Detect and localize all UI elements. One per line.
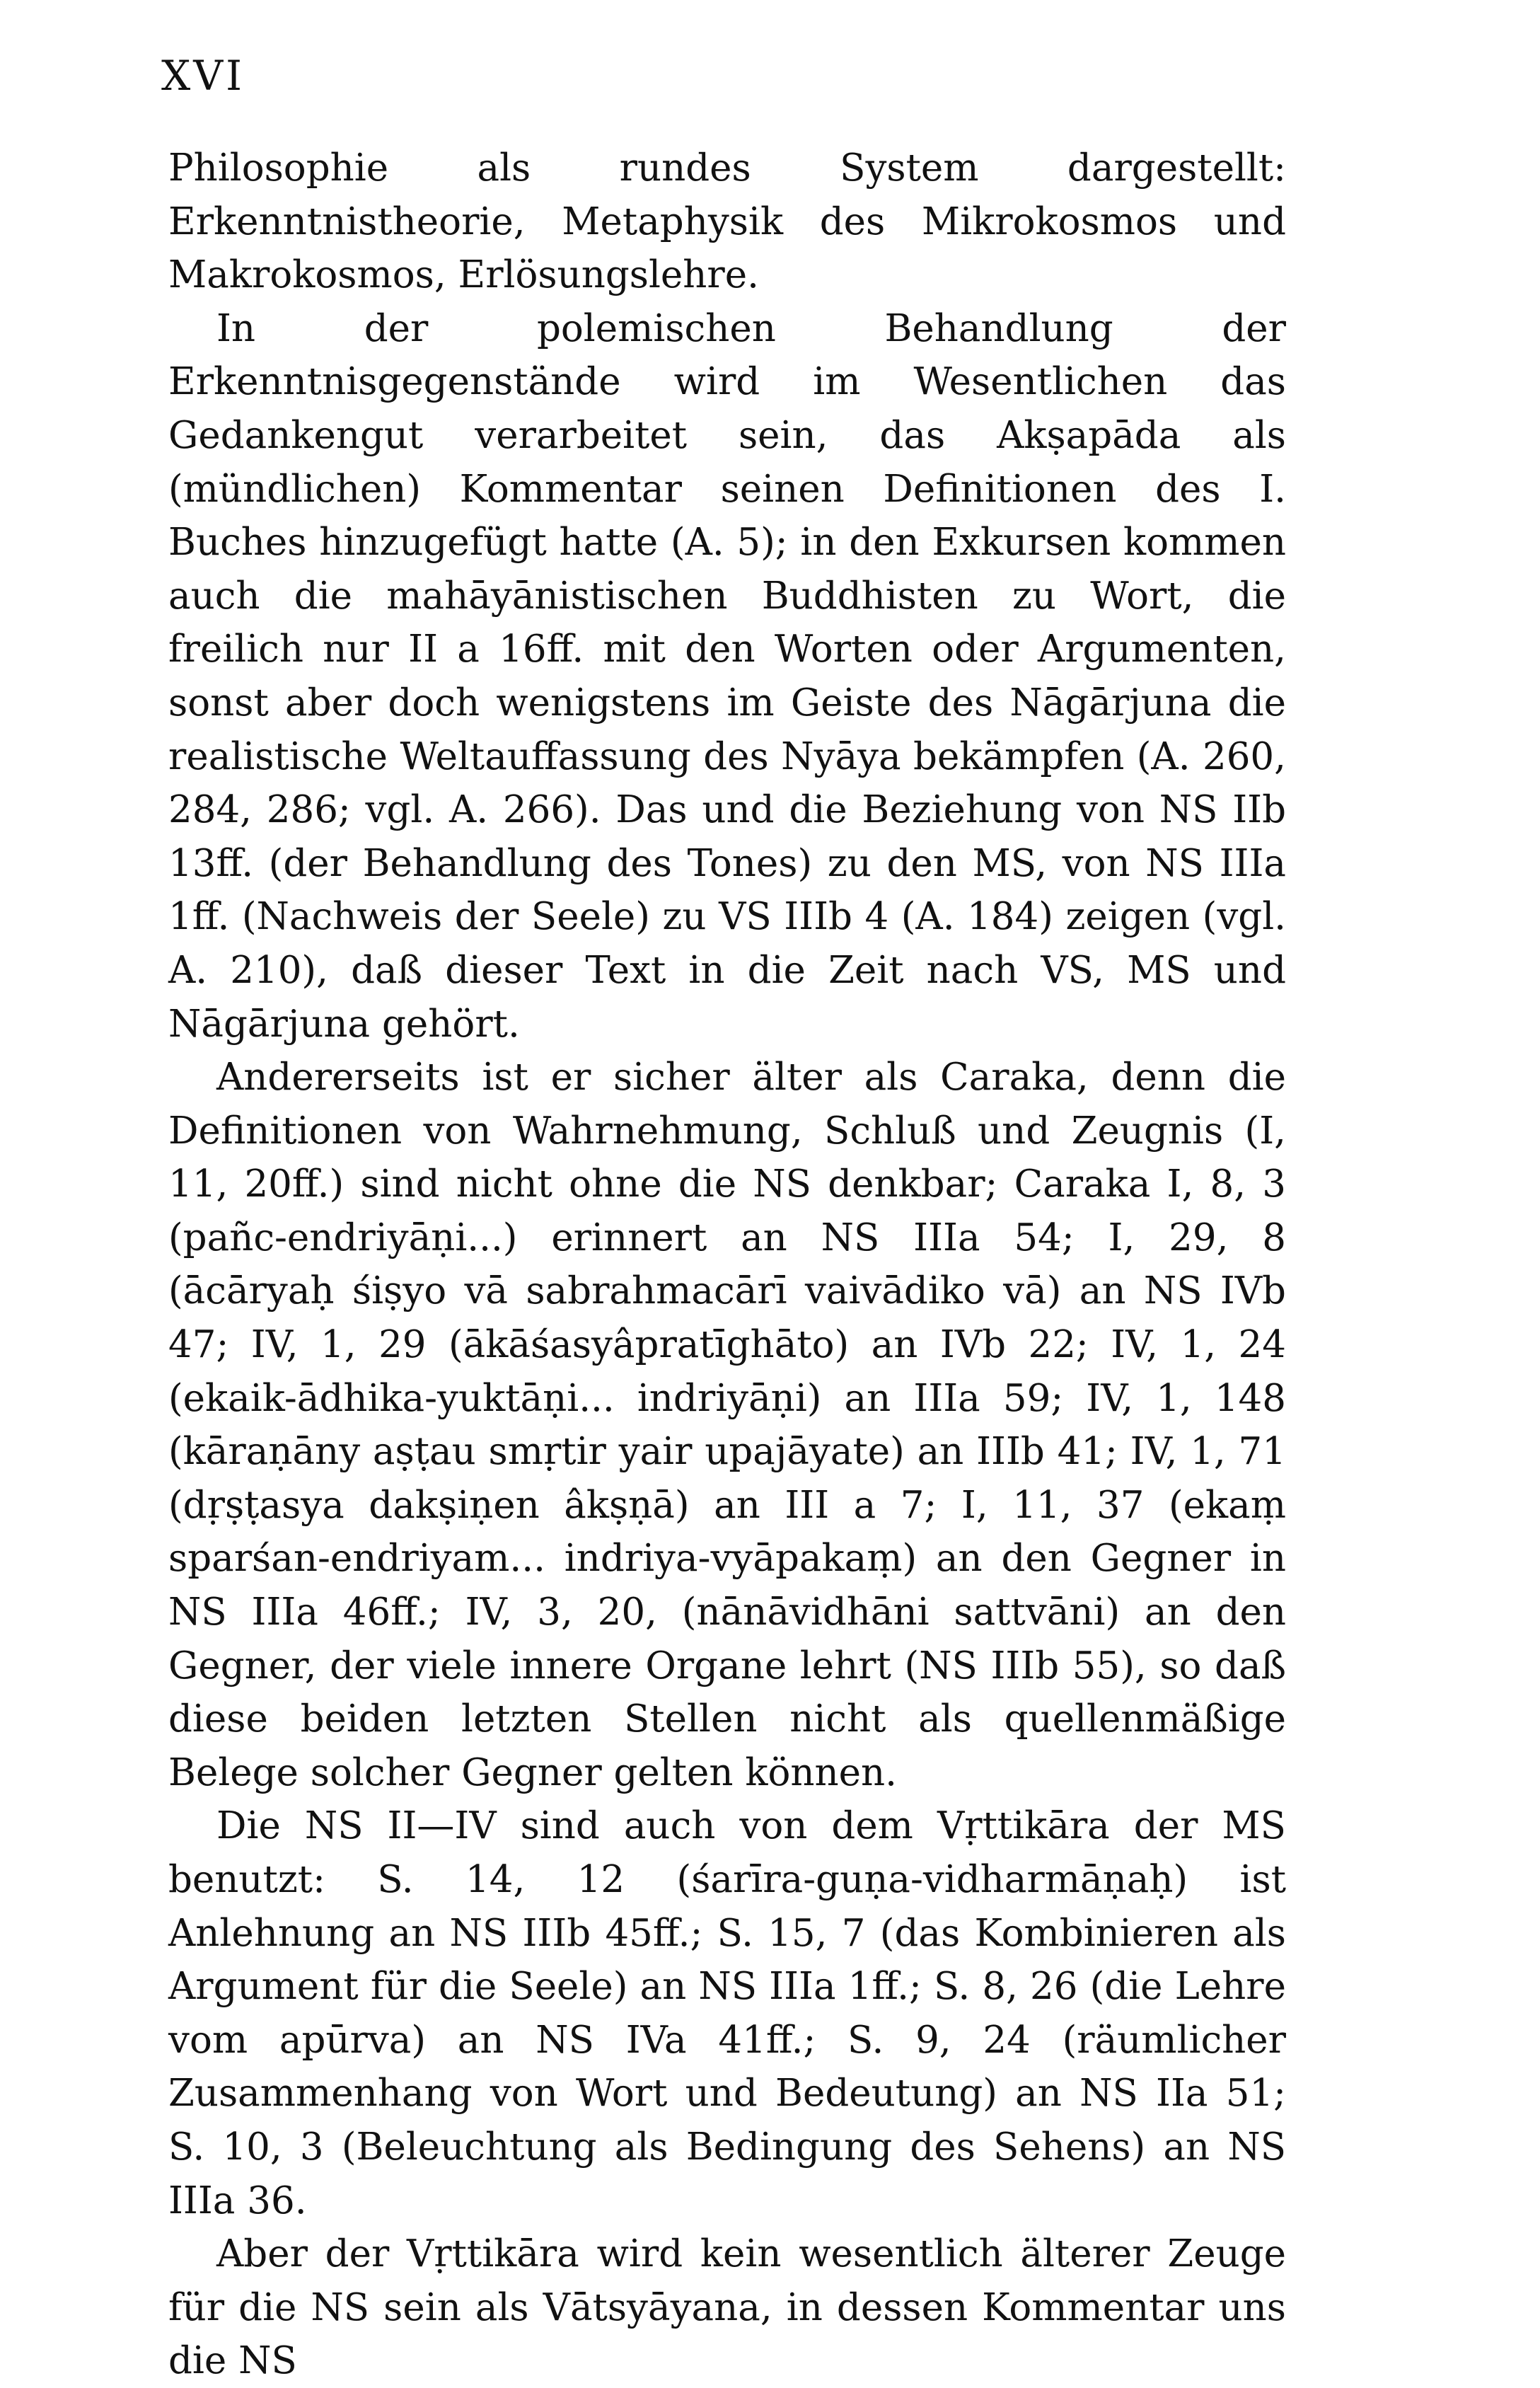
body-text [168,142,1286,2388]
paragraph-1: Philosophie als rundes System dargestellt: Erkenntnistheorie, Metaphysik des Mikrokosmos und Makrokosmos, Erlösungslehre. [168,146,1286,297]
paragraph-2: In der polemischen Behandlung der Erkenntnisgegenstände wird im Wesentlichen das Gedankengut verarbeitet sein, das Akṣapāda als (mündlichen) Kommentar seinen Definitionen des I. Buches hinzugefügt hatte (A. 5); in den Exkursen kommen auch die mahāyānistischen Buddhisten zu Wort, die freilich nur II a 16ff. mit den Worten oder Argumenten, sonst aber doch wenigstens im Geiste des Nāgārjuna die realistische Weltauffassung des Nyāya bekämpfen (A. 260, 284, 286; vgl. A. 266). Das und die Beziehung von NS IIb 13ff. (der Behandlung des Tones) zu den MS, von NS IIIa 1ff. (Nachweis der Seele) zu VS IIIb 4 (A. 184) zeigen (vgl. A. 210), daß dieser Text in die Zeit nach VS, MS und Nāgārjuna gehört. [168,306,1286,1046]
paragraph-5: Aber der Vṛttikāra wird kein wesentlich älterer Zeuge für die NS sein als Vātsyāyana, in dessen Kommentar uns die NS [168,2232,1286,2383]
paragraph-3: Andererseits ist er sicher älter als Caraka, denn die Definitionen von Wahrnehmung, Schluß und Zeugnis (I, 11, 20ff.) sind nicht ohne die NS denkbar; Caraka I, 8, 3 (pañc-endriyāṇi...) erinnert an NS IIIa 54; I, 29, 8 (ācāryaḥ śiṣyo vā sabrahmacārī vaivādiko vā) an NS IVb 47; IV, 1, 29 (ākāśasyâpratīghāto) an IVb 22; IV, 1, 24 (ekaik-ādhika-yuktāṇi... indriyāṇi) an IIIa 59; IV, 1, 148 (kāraṇāny aṣṭau smṛtir yair upajāyate) an IIIb 41; IV, 1, 71 (dṛṣṭasya dakṣiṇen âkṣṇā) an III a 7; I, 11, 37 (ekaṃ sparśan-endriyam... indriya-vyāpakaṃ) an den Gegner in NS IIIa 46ff.; IV, 3, 20, (nānāvidhāni sattvāni) an den Gegner, der viele innere Organe lehrt (NS IIIb 55), so daß diese beiden letzten Stellen nicht als quellenmäßige Belege solcher Gegner gelten können. [168,1056,1286,1794]
page-number: XVI [161,52,245,100]
paragraph-4: Die NS II—IV sind auch von dem Vṛttikāra der MS benutzt: S. 14, 12 (śarīra-guṇa-vidharmāṇaḥ) ist Anlehnung an NS IIIb 45ff.; S. 15, 7 (das Kombinieren als Argument für die Seele) an NS IIIa 1ff.; S. 8, 26 (die Lehre vom apūrva) an NS IVa 41ff.; S. 9, 24 (räumlicher Zusammenhang von Wort und Bedeutung) an NS IIa 51; S. 10, 3 (Beleuchtung als Bedingung des Sehens) an NS IIIa 36. [168,1804,1286,2222]
